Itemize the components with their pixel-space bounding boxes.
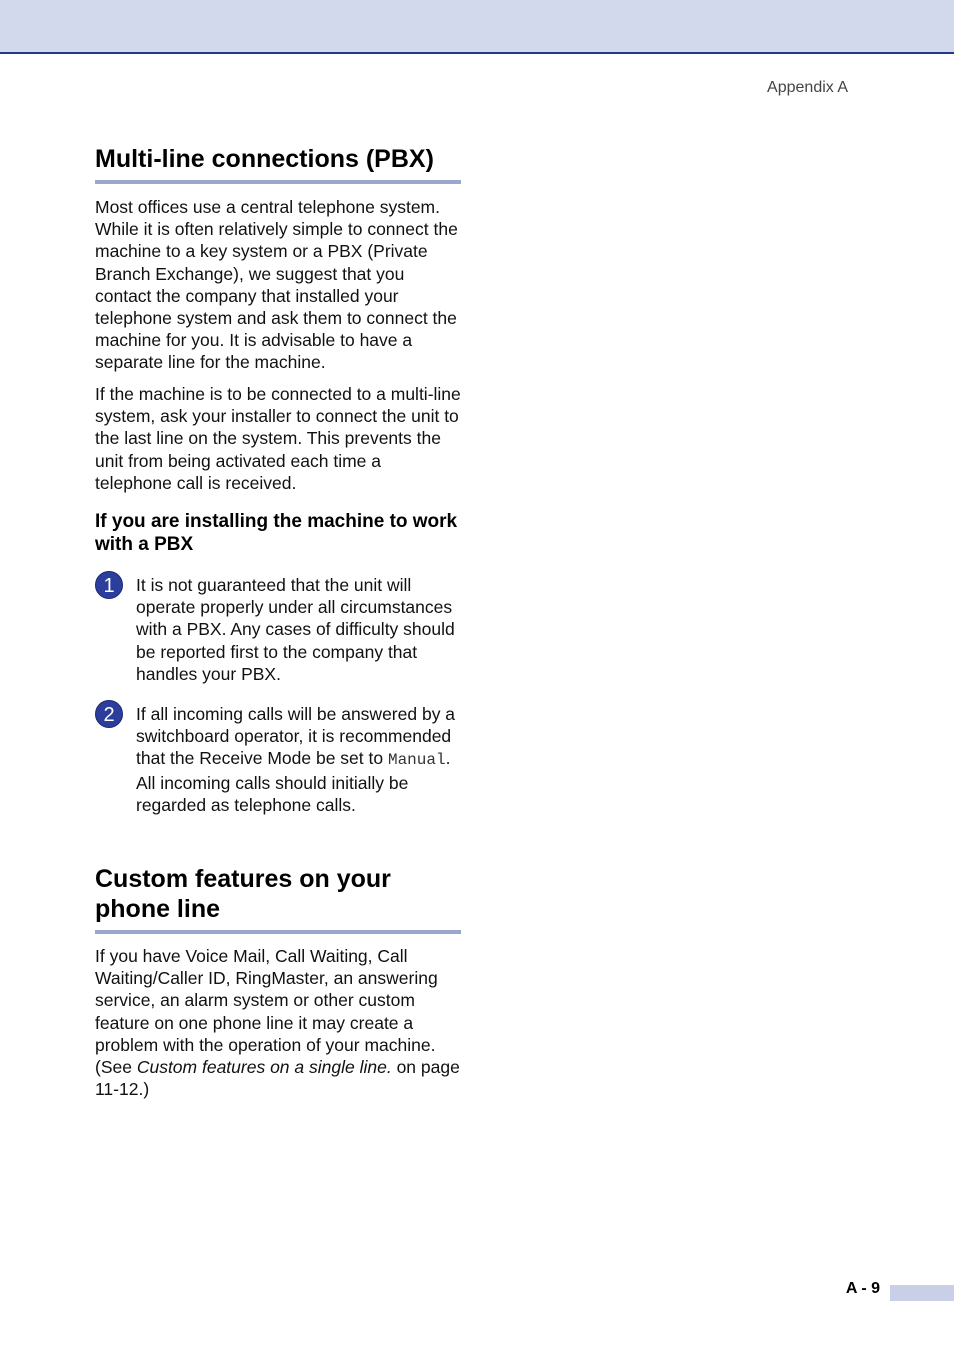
custom-features-paragraph	[95, 945, 461, 1100]
number-badge-icon: 2	[95, 700, 123, 728]
pbx-install-subheading: If you are installing the machine to work with a PBX	[95, 511, 458, 555]
receive-mode-code: Manual	[387, 751, 446, 770]
custom-features-text: If you have Voice Mail, Call Waiting, Call Waiting/Caller ID, RingMaster, an answering service, an alarm system or other custom feature on one phone line it may create a problem with the operation of your machine. (See	[95, 946, 438, 1078]
numbered-item-1	[95, 571, 461, 691]
numbered-item-text: It is not guaranteed that the unit will operate properly under all circumstances with a PBX. Any cases of difficulty should be reported first to the company that handles your PBX.	[136, 575, 455, 684]
section-title-pbx: Multi-line connections (PBX)	[95, 144, 461, 184]
page-number: A - 9	[845, 1280, 880, 1297]
top-header-band	[0, 0, 954, 54]
pbx-intro-paragraph: Most offices use a central telephone system. While it is often relatively simple to connect the machine to a key system or a PBX (Private Branch Exchange), we suggest that you contact the company that installed your telephone system and ask them to connect the machine for you. It is advisable to have a separate line for the machine.	[95, 197, 458, 373]
numbered-item-2	[95, 700, 461, 845]
cross-reference-title: Custom features on a single line.	[136, 1057, 392, 1078]
section-title-custom-features: Custom features on your phone line	[95, 864, 461, 934]
page-number-tab	[890, 1285, 954, 1301]
number-badge-icon: 1	[95, 571, 123, 599]
running-head: Appendix A	[767, 79, 848, 96]
item2-text-before: If all incoming calls will be answered by a switchboard operator, it is recommended that the Receive Mode be set to	[136, 704, 456, 769]
item2-text-after: . All incoming calls should initially be regarded as telephone calls.	[136, 748, 451, 815]
numbered-item-text	[136, 703, 464, 816]
cross-reference-page: on page 11-12.)	[95, 1057, 460, 1100]
pbx-multiline-paragraph: If the machine is to be connected to a multi-line system, ask your installer to connect the unit to the last line on the system. This prevents the unit from being activated each time a telephone call is received.	[95, 384, 461, 493]
